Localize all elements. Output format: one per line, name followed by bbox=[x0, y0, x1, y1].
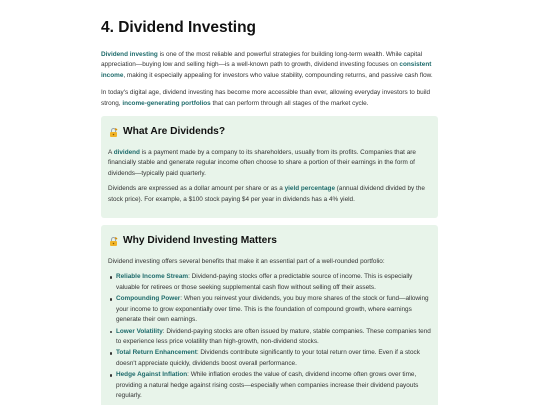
page-title: 4. Dividend Investing bbox=[101, 19, 257, 36]
highlight-dividend-investing: Dividend investing bbox=[101, 51, 158, 58]
highlight-consistent-income: consistent income bbox=[101, 61, 432, 79]
lock-icon bbox=[108, 236, 119, 247]
list-item: Lower Volatility: Dividend-paying stocks are often issued by mature, stable companies. These companies tend to experience less price volatility than high-growth, non-dividend stocks. bbox=[116, 327, 431, 348]
list-item: Reliable Income Stream: Dividend-paying stocks offer a predictable source of income. This is especially valuable for retirees or those seeking supplemental cash flow without selling off their assets. bbox=[116, 272, 431, 293]
benefits-list bbox=[108, 272, 431, 401]
highlight-dividend: dividend bbox=[113, 149, 140, 157]
what-are-dividends-card bbox=[101, 116, 438, 218]
card-paragraph: A dividend is a payment made by a company to its shareholders, usually from its profits. Companies that are financially stable and generate regular income often choose to share a portion of their earnings in the form of dividends—typically paid quarterly. bbox=[108, 149, 416, 177]
intro-paragraph-2: In today's digital age, dividend investing has become more accessible than ever, allowing everyday investors to build strong, income-generating portfolios that can perform through all stages of the market cycle. bbox=[101, 89, 431, 107]
list-item: Compounding Power: When you reinvest your dividends, you buy more shares of the stock or fund—allowing your income to grow exponentially over time. This is the foundation of compound growth, where earnings generate their own earnings. bbox=[116, 294, 431, 325]
card-paragraph: Dividends are expressed as a dollar amount per share or as a yield percentage (annual dividend divided by the stock price). For example, a $100 stock paying $4 per year in dividends has a 4% yield. bbox=[108, 185, 425, 203]
intro-paragraph-1: Dividend investing is one of the most reliable and powerful strategies for building long-term wealth. While capital appreciation—buying low and selling high—is a well-known path to growth, dividend investing focuses on consistent income, making it especially appealing for investors who value stability, compounding returns, and passive cash flow. bbox=[101, 51, 433, 79]
highlight-income-generating-portfolios: income-generating portfolios bbox=[122, 99, 211, 107]
card-paragraph: Dividend investing offers several benefits that make it an essential part of a well-rounded portfolio: bbox=[108, 258, 385, 266]
highlight-yield-percentage: yield percentage bbox=[284, 185, 335, 193]
lock-icon bbox=[108, 127, 119, 138]
list-item: Hedge Against Inflation: While inflation erodes the value of cash, dividend income often grows over time, providing a natural hedge against rising costs—especially when companies increase their dividend payouts regularly. bbox=[116, 370, 431, 401]
list-item: Total Return Enhancement: Dividends contribute significantly to your total return over time. Even if a stock doesn't appreciate quickly, dividends boost overall performance. bbox=[116, 348, 431, 369]
card-heading: Why Dividend Investing Matters bbox=[108, 235, 431, 247]
why-dividend-investing-card bbox=[101, 225, 438, 405]
card-heading: What Are Dividends? bbox=[108, 126, 431, 138]
